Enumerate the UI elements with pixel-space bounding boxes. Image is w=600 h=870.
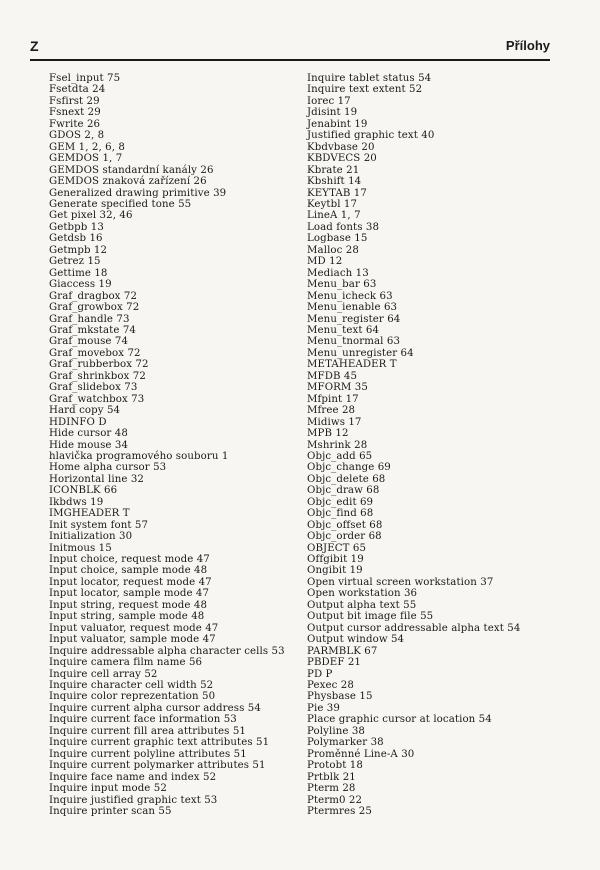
index-entry: Input locator, sample mode 47: [49, 588, 210, 600]
index-entry: Getbpb 13: [49, 221, 104, 233]
index-entry: hlavička programového souboru 1: [49, 450, 229, 462]
index-entry: Generate specified tone 55: [49, 198, 192, 210]
index-entry: Offgibit 19: [307, 554, 364, 566]
index-entry: KBDVECS 20: [307, 153, 377, 165]
index-entry: Input valuator, sample mode 47: [49, 634, 216, 646]
index-entry: Menu_unregister 64: [307, 347, 414, 359]
index-entry: Malloc 28: [307, 244, 359, 256]
index-entry: Horizontal line 32: [49, 473, 144, 485]
index-entry: Menu_icheck 63: [307, 290, 393, 302]
index-entry: Graf_shrinkbox 72: [49, 370, 146, 382]
index-entry: MFORM 35: [307, 382, 368, 394]
index-entry: Midiws 17: [307, 416, 362, 428]
index-entry: Inquire color reprezentation 50: [49, 691, 216, 703]
index-entry: GDOS 2, 8: [49, 130, 105, 142]
index-entry: Ikbdws 19: [49, 496, 104, 508]
index-entry: MPB 12: [307, 428, 349, 440]
index-entry: Objc_draw 68: [307, 485, 380, 497]
header-rule: [30, 59, 550, 61]
index-entry: Graf_mkstate 74: [49, 324, 136, 336]
index-entry: Ongibit 19: [307, 565, 363, 577]
index-entry: Inquire printer scan 55: [49, 806, 172, 817]
index-entry: Inquire current face information 53: [49, 714, 237, 726]
index-entry: Fwrite 26: [49, 118, 101, 130]
index-entry: Mfree 28: [307, 405, 356, 417]
index-entry: Objc_edit 69: [307, 496, 374, 508]
index-entry: Kbrate 21: [307, 164, 360, 176]
index-entry: ICONBLK 66: [49, 485, 118, 497]
index-entry: Open virtual screen workstation 37: [307, 576, 494, 588]
index-entry: KEYTAB 17: [307, 187, 367, 199]
index-entry: Menu_text 64: [307, 324, 380, 336]
index-entry: Objc_delete 68: [307, 473, 386, 485]
index-entry: Objc_find 68: [307, 508, 374, 520]
index-entry: Menu_ienable 63: [307, 302, 398, 314]
index-entry: Inquire face name and index 52: [49, 771, 217, 783]
index-entry: Graf_rubberbox 72: [49, 359, 149, 371]
index-entry: Init system font 57: [49, 519, 149, 531]
index-entry: Inquire current fill area attributes 51: [49, 725, 246, 737]
index-entry: Pie 39: [307, 702, 340, 714]
index-entry: Objc_add 65: [307, 450, 373, 462]
index-entry: Polyline 38: [307, 725, 365, 737]
index-entry: Output window 54: [307, 634, 405, 646]
index-entry: Fsfirst 29: [49, 95, 100, 107]
index-entry: HDINFO D: [49, 416, 107, 428]
index-entry: Kbdvbase 20: [307, 141, 375, 153]
index-entry: METAHEADER T: [307, 359, 397, 371]
index-entry: Open workstation 36: [307, 588, 418, 600]
index-entry: Generalized drawing primitive 39: [49, 187, 227, 199]
index-entry: PARMBLK 67: [307, 645, 378, 657]
index-entry: Graf_growbox 72: [49, 302, 140, 314]
index-entry: Graf_watchbox 73: [49, 393, 145, 405]
index-entry: Getmpb 12: [49, 244, 108, 256]
index-entry: Jenabint 19: [307, 118, 368, 130]
index-entry: Load fonts 38: [307, 221, 380, 233]
index-entry: Inquire camera film name 56: [49, 657, 203, 669]
index-entry: Keytbl 17: [307, 198, 358, 210]
index-entry: Inquire current polyline attributes 51: [49, 748, 247, 760]
index-entry: Inquire current polymarker attributes 51: [49, 760, 266, 772]
index-entry: MD 12: [307, 256, 343, 268]
index-entry: Output cursor addressable alpha text 54: [307, 622, 521, 634]
index-entry: Inquire current alpha cursor address 54: [49, 702, 261, 714]
index-entry: Mshrink 28: [307, 439, 368, 451]
index-entry: Objc_order 68: [307, 531, 382, 543]
index-entry: Mfpint 17: [307, 393, 359, 405]
index-entry: Output alpha text 55: [307, 599, 417, 611]
index-entry: Place graphic cursor at location 54: [307, 714, 492, 726]
index-entry: Ptermres 25: [307, 806, 372, 817]
index-entry: Kbshift 14: [307, 176, 362, 188]
index-entry: Mediach 13: [307, 267, 369, 279]
index-entry: Output bit image file 55: [307, 611, 434, 623]
index-entry: Inquire input mode 52: [49, 783, 167, 795]
index-entry: MFDB 45: [307, 370, 358, 382]
index-entry: Graf_movebox 72: [49, 347, 141, 359]
index-entry: Giaccess 19: [49, 279, 112, 291]
index-entry: Getdsb 16: [49, 233, 103, 245]
index-entry: Justified graphic text 40: [307, 130, 435, 142]
index-entry: Hide mouse 34: [49, 439, 129, 451]
index-entry: Input choice, request mode 47: [49, 554, 210, 566]
index-entry: LineA 1, 7: [307, 210, 361, 222]
index-entry: Inquire text extent 52: [307, 84, 423, 96]
index-entry: Inquire tablet status 54: [307, 73, 432, 84]
index-entry: Pterm0 22: [307, 794, 363, 806]
index-column-left: [49, 73, 297, 817]
index-entry: Fsnext 29: [49, 107, 101, 119]
index-entry: Graf_dragbox 72: [49, 290, 138, 302]
index-entry: Gettime 18: [49, 267, 108, 279]
index-entry: Physbase 15: [307, 691, 373, 703]
index-entry: Initialization 30: [49, 531, 133, 543]
index-entry: Hide cursor 48: [49, 428, 128, 440]
index-entry: Menu_tnormal 63: [307, 336, 401, 348]
index-entry: Input choice, sample mode 48: [49, 565, 208, 577]
index-entry: Objc_change 69: [307, 462, 391, 474]
index-entry: Iorec 17: [307, 95, 351, 107]
index-entry: GEMDOS znaková zařízení 26: [49, 176, 207, 188]
index-entry: Protobt 18: [307, 760, 363, 772]
chapter-title: Přílohy: [505, 38, 550, 53]
index-entry: Objc_offset 68: [307, 519, 383, 531]
index-entry: Inquire addressable alpha character cells 53: [49, 645, 285, 657]
index-entry: Jdisint 19: [307, 107, 358, 119]
index-entry: Initmous 15: [49, 542, 112, 554]
index-entry: Prtblk 21: [307, 771, 356, 783]
index-entry: Get pixel 32, 46: [49, 210, 133, 222]
index-entry: Graf_slidebox 73: [49, 382, 138, 394]
index-entry: Graf_mouse 74: [49, 336, 129, 348]
index-entry: Input string, sample mode 48: [49, 611, 205, 623]
index-entry: Input valuator, request mode 47: [49, 622, 219, 634]
index-entry: PD P: [307, 668, 333, 680]
index-entry: Home alpha cursor 53: [49, 462, 167, 474]
index-entry: OBJECT 65: [307, 542, 367, 554]
index-entry: Pexec 28: [307, 680, 354, 692]
index-entry: Menu_register 64: [307, 313, 401, 325]
index-entry: Inquire justified graphic text 53: [49, 794, 218, 806]
index-entry: GEMDOS standardní kanály 26: [49, 164, 214, 176]
index-entry: Menu_bar 63: [307, 279, 377, 291]
index-entry: Hard copy 54: [49, 405, 121, 417]
section-letter: Z: [30, 38, 39, 54]
index-entry: Inquire current graphic text attributes 51: [49, 737, 270, 749]
index-entry: Input string, request mode 48: [49, 599, 208, 611]
index-entry: GEM 1, 2, 6, 8: [49, 141, 126, 153]
page-header: [30, 38, 550, 60]
index-entry: Pterm 28: [307, 783, 356, 795]
index-entry: Logbase 15: [307, 233, 368, 245]
index-column-right: [307, 73, 567, 817]
index-entry: Input locator, request mode 47: [49, 576, 212, 588]
index-entry: Getrez 15: [49, 256, 101, 268]
index-entry: GEMDOS 1, 7: [49, 153, 123, 165]
index-entry: Fsetdta 24: [49, 84, 106, 96]
index-entry: IMGHEADER T: [49, 508, 130, 520]
index-entry: Fsel_input 75: [49, 73, 121, 84]
index-entry: Inquire cell array 52: [49, 668, 158, 680]
index-entry: Graf_handle 73: [49, 313, 130, 325]
index-entry: Proměnné Line-A 30: [307, 748, 415, 760]
index-entry: PBDEF 21: [307, 657, 362, 669]
index-entry: Inquire character cell width 52: [49, 680, 214, 692]
index-entry: Polymarker 38: [307, 737, 384, 749]
